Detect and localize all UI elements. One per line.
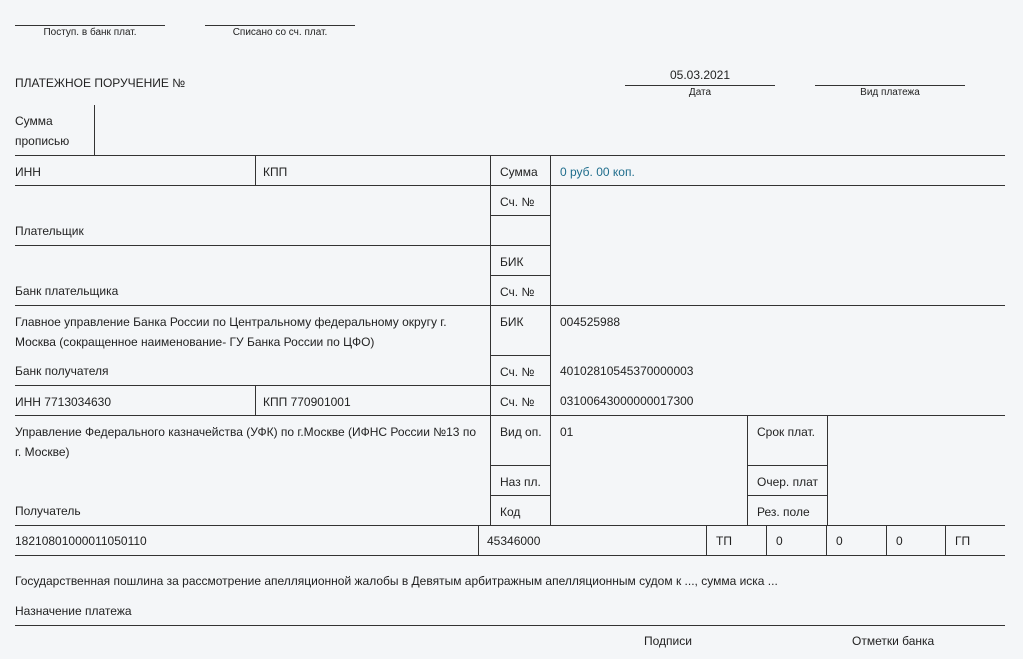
recipient-bank-account-value: 40102810545370000003 bbox=[560, 364, 694, 378]
debited-label: Списано со сч. плат. bbox=[232, 27, 328, 38]
amount-words-label: Сумма прописью bbox=[15, 114, 70, 148]
recipient-bank-label: Банк получателя bbox=[15, 364, 109, 378]
grid-line bbox=[706, 525, 707, 555]
bank-marks-label: Отметки банка bbox=[852, 634, 935, 648]
op-type-value: 01 bbox=[560, 425, 574, 439]
grid-line bbox=[490, 275, 550, 276]
grid-line bbox=[15, 625, 1005, 626]
payer-bank-bik-label: БИК bbox=[500, 255, 524, 269]
payer-account-label: Сч. № bbox=[500, 195, 535, 209]
oktmo-value: 45346000 bbox=[487, 534, 541, 548]
grid-line bbox=[15, 385, 550, 386]
kbk-value: 18210801000011050110 bbox=[15, 534, 147, 548]
grid-line bbox=[490, 355, 550, 356]
period-value: 0 bbox=[776, 534, 783, 548]
recipient-account-value: 03100643000000017300 bbox=[560, 394, 694, 408]
code-label: Код bbox=[500, 505, 521, 519]
payment-type-label: Вид платежа bbox=[860, 87, 920, 98]
recipient-name: Управление Федерального казначейства (УФК) по г.Москве (ИФНС России №13 по г. Москве) bbox=[15, 425, 476, 459]
grid-line bbox=[15, 305, 1005, 306]
doc-number-value: 0 bbox=[836, 534, 843, 548]
payment-type-line bbox=[815, 85, 965, 86]
grid-line bbox=[15, 155, 1005, 156]
term-label: Срок плат. bbox=[757, 425, 816, 439]
recipient-bank-bik-value: 004525988 bbox=[560, 315, 621, 329]
grid-line bbox=[550, 155, 551, 525]
grid-line bbox=[826, 525, 827, 555]
payer-bank-account-label: Сч. № bbox=[500, 285, 535, 299]
recipient-account-label: Сч. № bbox=[500, 395, 535, 409]
date-label: Дата bbox=[688, 87, 712, 98]
grid-line bbox=[827, 415, 828, 525]
doc-date-value: 0 bbox=[896, 534, 903, 548]
grid-line bbox=[255, 155, 256, 185]
bank-received-line bbox=[15, 25, 165, 26]
reserve-label: Рез. поле bbox=[757, 505, 810, 519]
payer-label: Плательщик bbox=[15, 224, 84, 238]
document-title: ПЛАТЕЖНОЕ ПОРУЧЕНИЕ № bbox=[15, 76, 186, 90]
payer-inn-label: ИНН bbox=[15, 165, 41, 179]
date-line bbox=[625, 85, 775, 86]
sum-label: Сумма bbox=[500, 165, 538, 179]
recipient-bank-name: Главное управление Банка России по Центральному федеральному округу г. Москва (сокращенное наименование- ГУ Банка России по ЦФО) bbox=[15, 315, 447, 349]
purpose-code-label: Наз пл. bbox=[500, 475, 541, 489]
grid-line bbox=[15, 415, 1005, 416]
recipient-inn: ИНН 7713034630 bbox=[15, 395, 112, 409]
payer-bank-label: Банк плательщика bbox=[15, 284, 119, 298]
queue-label: Очер. плат bbox=[757, 475, 819, 489]
recipient-bank-bik-label: БИК bbox=[500, 315, 524, 329]
basis-value: ТП bbox=[716, 534, 732, 548]
recipient-label: Получатель bbox=[15, 504, 81, 518]
grid-line bbox=[747, 495, 827, 496]
grid-line bbox=[766, 525, 767, 555]
debited-line bbox=[205, 25, 355, 26]
grid-line bbox=[490, 155, 491, 525]
grid-line bbox=[747, 415, 748, 525]
grid-line bbox=[490, 495, 550, 496]
bank-received-label: Поступ. в банк плат. bbox=[43, 27, 137, 38]
purpose-label: Назначение платежа bbox=[15, 604, 132, 618]
amount-words-divider bbox=[94, 105, 95, 155]
grid-line bbox=[886, 525, 887, 555]
purpose-text: Государственная пошлина за рассмотрение апелляционной жалобы в Девятым арбитражным апелляционным судом к ..., сумма иска ... bbox=[15, 574, 778, 588]
grid-line bbox=[255, 385, 256, 415]
grid-line bbox=[490, 215, 550, 216]
grid-line bbox=[15, 525, 1005, 526]
grid-line bbox=[747, 465, 827, 466]
signatures-label: Подписи bbox=[644, 634, 692, 648]
payer-kpp-label: КПП bbox=[263, 165, 288, 179]
recipient-kpp: КПП 770901001 bbox=[263, 395, 351, 409]
grid-line bbox=[478, 525, 479, 555]
date-value: 05.03.2021 bbox=[669, 68, 731, 82]
grid-line bbox=[15, 245, 550, 246]
sum-value: 0 руб. 00 коп. bbox=[560, 165, 635, 179]
grid-line bbox=[945, 525, 946, 555]
type-value: ГП bbox=[955, 534, 971, 548]
recipient-bank-account-label: Сч. № bbox=[500, 365, 535, 379]
grid-line bbox=[490, 465, 550, 466]
grid-line bbox=[15, 555, 1005, 556]
op-type-label: Вид оп. bbox=[500, 425, 542, 439]
grid-line bbox=[15, 185, 1005, 186]
